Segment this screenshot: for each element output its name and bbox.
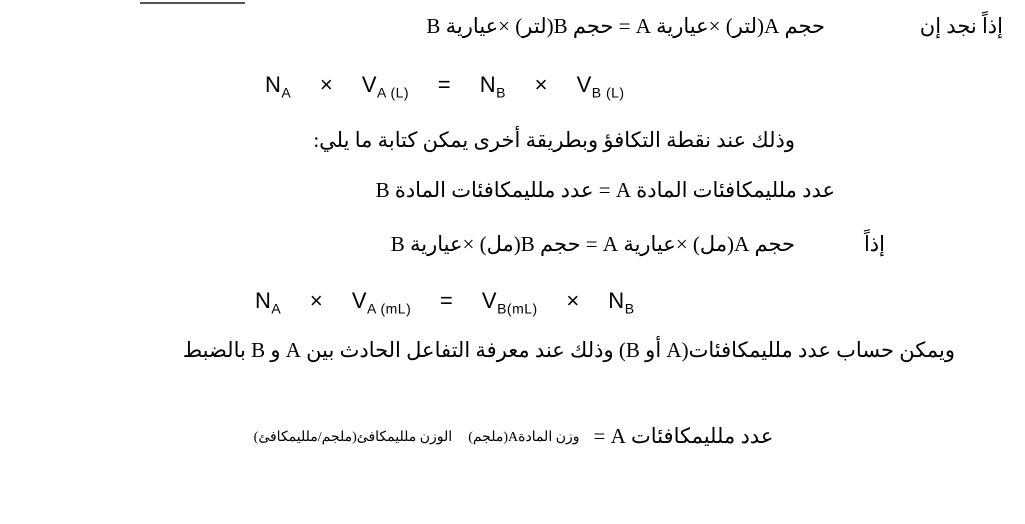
eq2-na: N	[265, 72, 282, 97]
eq2-va-sub: A (L)	[377, 84, 410, 101]
line-1-prefix: إذاً نجد إن	[919, 14, 1003, 38]
eq2-na-sub: A	[281, 84, 292, 101]
equation-normality-liters	[265, 72, 625, 100]
eq3-va: V	[351, 288, 368, 313]
eq3-va-sub: A (mL)	[367, 300, 412, 317]
eq3-na-sub: A	[271, 300, 282, 317]
milliequivalents-formula	[0, 424, 1025, 449]
eq3-nb-sub: B	[624, 300, 635, 317]
eq2-nb: N	[479, 72, 497, 97]
eq3-equals: =	[439, 288, 454, 313]
eq2-times1: ×	[319, 72, 334, 97]
eq2-equals: =	[437, 72, 452, 97]
fraction-denominator: الوزن ملليمكافئ(ملجم/ملليمكافئ)	[253, 429, 453, 445]
eq3-vb: V	[481, 288, 498, 313]
line-5-prefix: إذاً	[863, 232, 885, 256]
eq3-vb-sub: B(mL)	[497, 300, 538, 317]
eq3-times1: ×	[309, 288, 324, 313]
eq2-nb-sub: B	[496, 84, 506, 101]
eq2-va: V	[361, 72, 378, 97]
line-3-text: وذلك عند نقطة التكافؤ وبطريقة أخرى يمكن كتابة ما يلي:	[313, 128, 795, 152]
formula-label: عدد ملليمكافئات A =	[593, 424, 774, 448]
equation-normality-ml	[255, 288, 635, 316]
line-1-equation: حجم A(لتر) ×عيارية A = حجم B(لتر) ×عيارية B	[426, 14, 825, 38]
eq3-times2: ×	[566, 288, 580, 313]
line-4-milliequivalents: عدد ملليمكافئات المادة A = عدد ملليمكافئات المادة B	[375, 178, 835, 202]
eq2-vb: V	[576, 72, 592, 97]
eq2-vb-sub: B (L)	[591, 84, 625, 101]
eq3-na: N	[255, 288, 272, 313]
fraction	[248, 428, 586, 446]
eq3-nb: N	[608, 288, 625, 313]
line-5-equation: حجم A(مل) ×عيارية A = حجم B(مل) ×عيارية B	[390, 232, 795, 256]
top-rule-divider	[140, 2, 245, 4]
fraction-numerator: وزن المادةA(ملجم)	[468, 429, 580, 445]
line-7-text: ويمكن حساب عدد ملليمكافئات(A أو B) وذلك عند معرفة التفاعل الحادث بين A و B بالضبط	[182, 338, 955, 362]
eq2-times2: ×	[534, 72, 548, 97]
